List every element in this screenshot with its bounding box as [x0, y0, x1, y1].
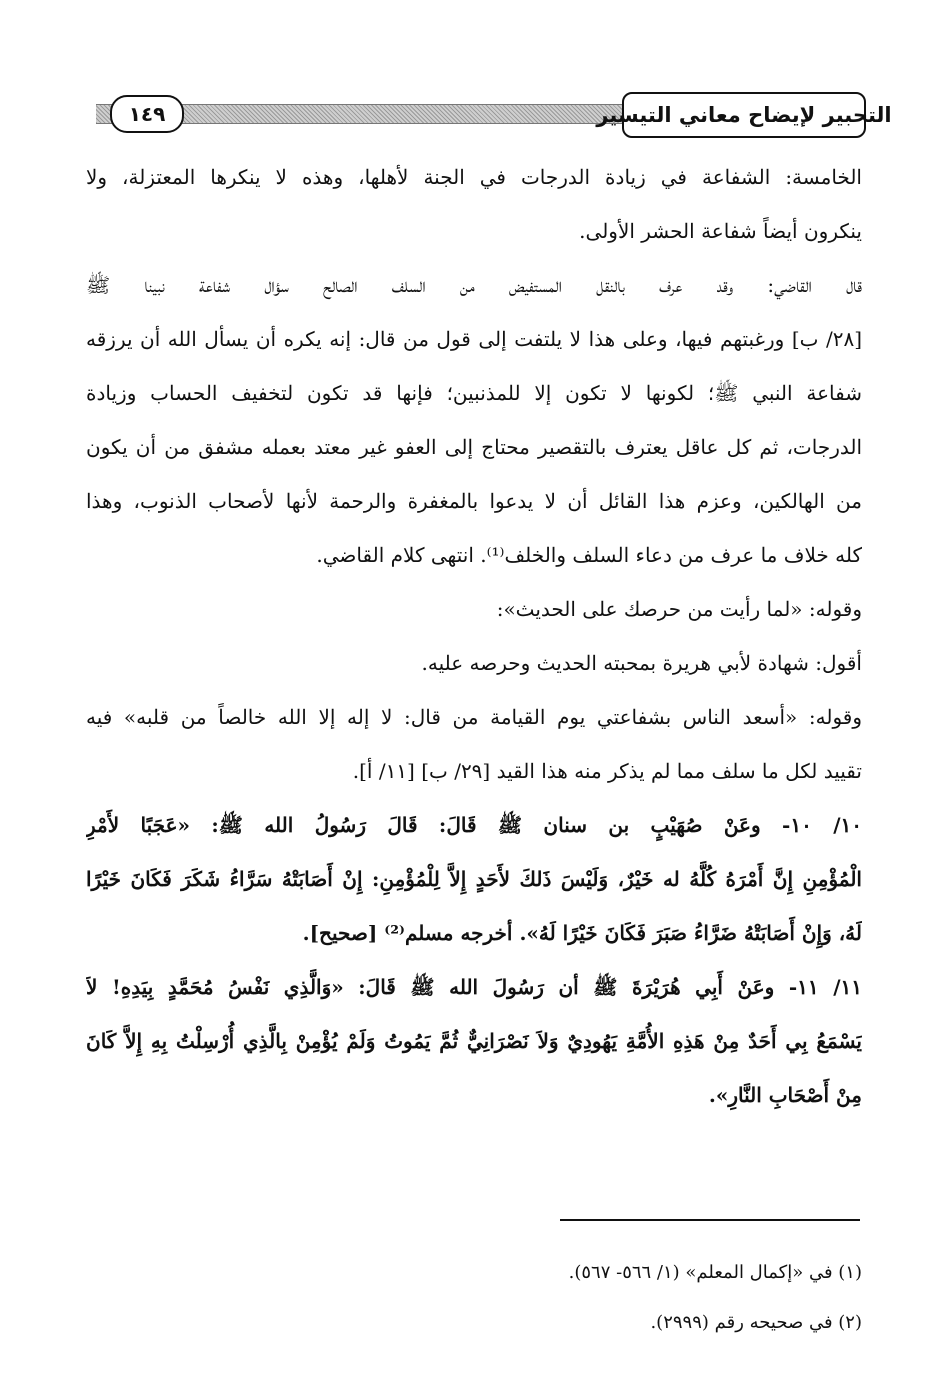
text-line: من الهالكين، وعزم هذا القائل أن لا يدعوا بالمغفرة والرحمة لأنها لأصحاب الذنوب، وهذا	[86, 489, 862, 513]
text-line: لَهُ، وَإِنْ أَصَابَتْهُ ضَرَّاءُ صَبَرَ فَكَانَ خَيْرًا لَهُ». أخرجه مسلم⁽²⁾ [صحيح].	[302, 921, 862, 945]
text-line: ١٠/ ١٠- وعَنْ صُهَيْبٍ بن سنان ﷺ قَالَ: قَالَ رَسُولُ الله ﷺ: «عَجَبًا لأَمْرِ	[86, 813, 862, 837]
book-title: التحبير لإيضاح معاني التيسير	[596, 103, 892, 127]
text-line: مِنْ أَصْحَابِ النَّارِ».	[708, 1083, 862, 1107]
footnote-1: (١) في «إكمال المعلم» (١/ ٥٦٦- ٥٦٧).	[568, 1262, 862, 1283]
book-title-box	[596, 92, 892, 138]
footnote-2: (٢) في صحيحه رقم (٢٩٩٩).	[650, 1312, 862, 1333]
main-text	[86, 150, 862, 1122]
text-line: الخامسة: الشفاعة في زيادة الدرجات في الجنة لأهلها، وهذه لا ينكرها المعتزلة، ولا	[86, 165, 862, 189]
text-line: وقوله: «لما رأيت من حرصك على الحديث»:	[496, 597, 862, 621]
text-line: وقوله: «أسعد الناس بشفاعتي يوم القيامة من قال: لا إله إلا الله خالصاً من قلبه» فيه	[86, 705, 862, 729]
text-line: ينكرون أيضاً شفاعة الحشر الأولى.	[579, 219, 862, 243]
text-line: تقييد لكل ما سلف مما لم يذكر منه هذا القيد [٢٩/ ب] [١١/ أ].	[352, 759, 862, 783]
text-line: كله خلاف ما عرف من دعاء السلف والخلف⁽¹⁾. انتهى كلام القاضي.	[316, 543, 862, 567]
page-number-badge	[110, 95, 184, 133]
text-line: أقول: شهادة لأبي هريرة بمحبته الحديث وحرصه عليه.	[421, 651, 862, 675]
page-number: ١٤٩	[128, 102, 166, 126]
running-header	[96, 92, 892, 140]
text-line: الْمُؤْمِنِ إِنَّ أَمْرَهُ كُلَّهُ له خَيْرٌ، وَلَيْسَ ذَلكَ لأَحَدٍ إِلاَّ لِلْمُؤْمِنِ: إِنْ أَصَابَتْهُ سَرَّاءُ شَكَرَ فَكَانَ خَيْرًا	[86, 867, 862, 891]
text-line: شفاعة النبي ﷺ؛ لكونها لا تكون إلا للمذنبين؛ فإنها قد تكون لتخفيف الحساب وزيادة	[86, 381, 862, 405]
text-line: يَسْمَعُ بِي أَحَدٌ مِنْ هَذِهِ الأُمَّةِ يَهُودِيٌ وَلاَ نَصْرَانِيٌّ ثُمَّ يَمُوتُ وَلَمْ يُؤْمِنْ بِالَّذِي أُرْسِلْتُ بِهِ إِلاَّ كَانَ	[86, 1029, 862, 1053]
text-line: ١١/ ١١- وعَنْ أَبِي هُرَيْرَةَ ﷺ أن رَسُولَ الله ﷺ قَالَ: «وَالَّذِي نَفْسُ مُحَمَّدٍ بِيَدِهِ! لاَ	[86, 975, 862, 999]
footnote-divider	[560, 1219, 860, 1221]
text-line: قال القاضي: وقد عرف بالنقل المستفيض من السلف الصالح سؤال شفاعة نبينا ﷺ	[86, 273, 862, 297]
footnotes	[86, 1248, 862, 1348]
text-line: [٢٨/ ب] ورغبتهم فيها، وعلى هذا لا يلتفت إلى قول من قال: إنه يكره أن يسأل الله أن يرزقه	[86, 327, 862, 351]
text-line: الدرجات، ثم كل عاقل يعترف بالتقصير محتاج إلى العفو غير معتد بعمله مشفق من أن يكون	[86, 435, 862, 459]
